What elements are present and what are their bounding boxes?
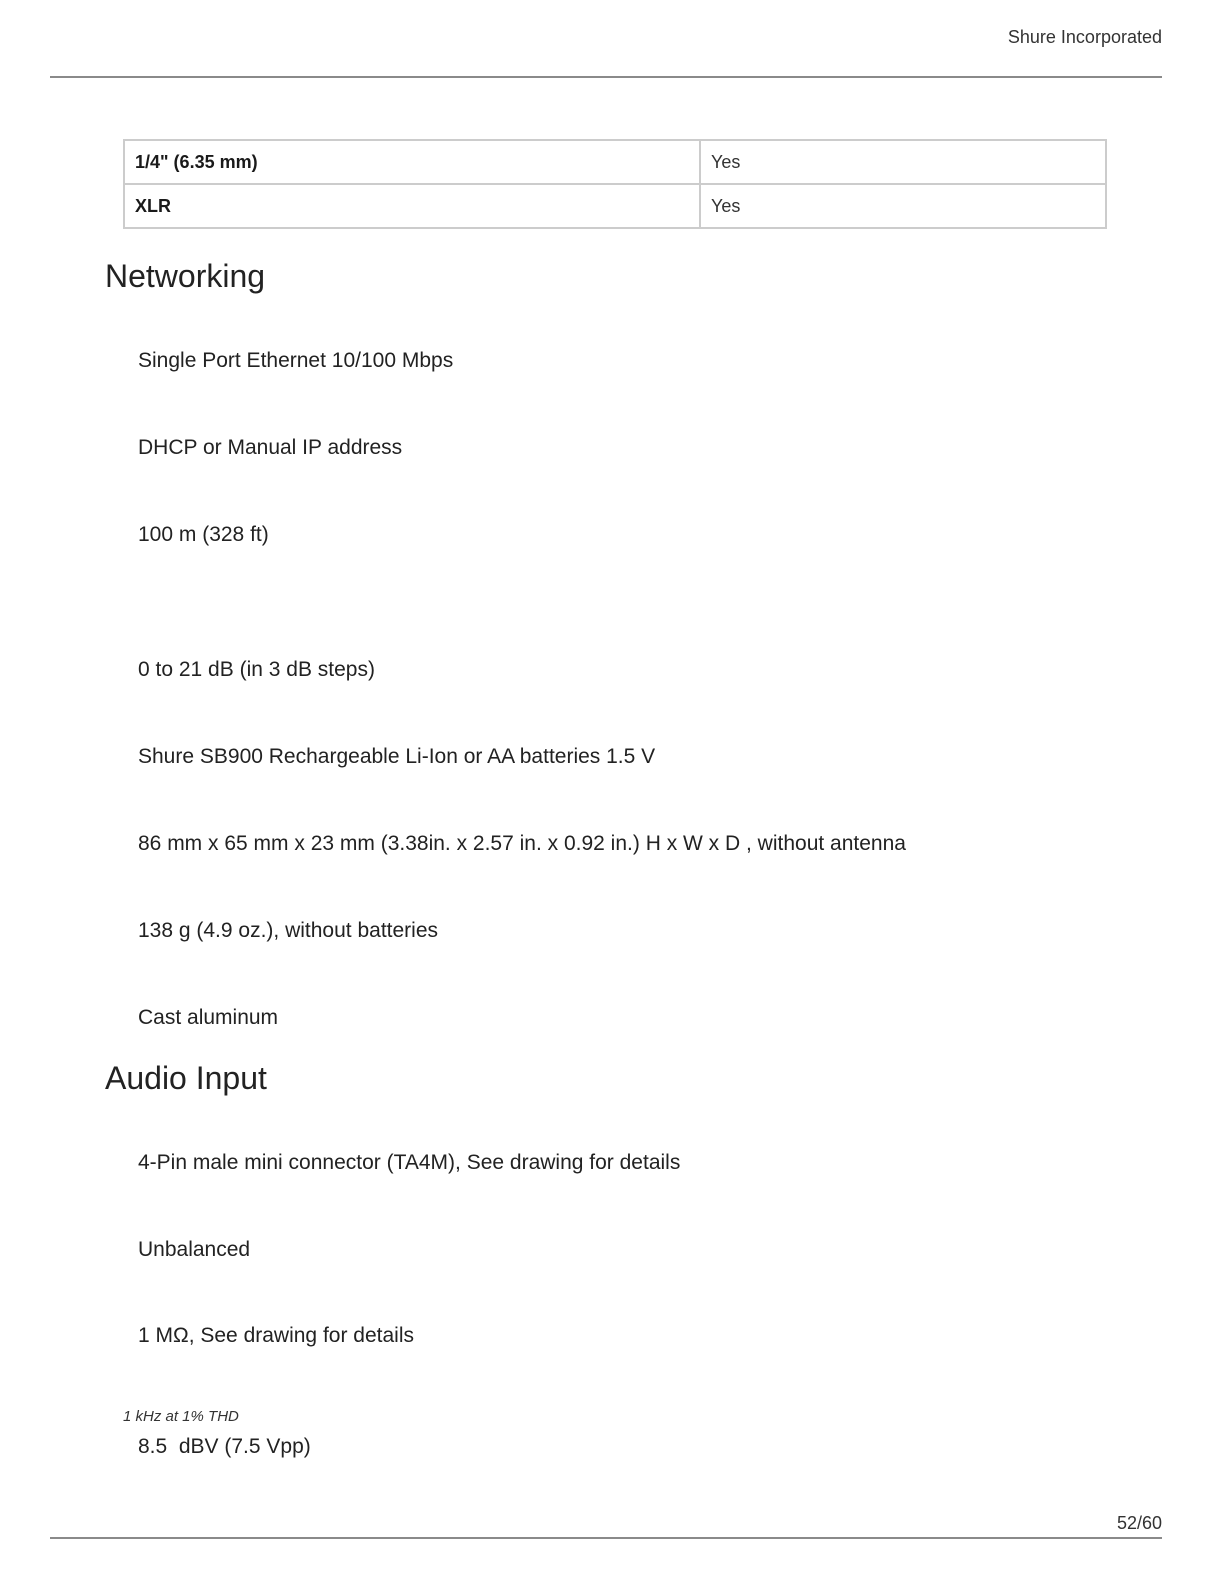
spec-max-input-level: 8.5 dBV (7.5 Vpp) <box>138 1435 311 1458</box>
section-title-audio-input: Audio Input <box>105 1060 267 1096</box>
connector-value: Yes <box>700 140 1106 184</box>
connector-label: XLR <box>124 184 700 228</box>
spec-dimensions: 86 mm x 65 mm x 23 mm (3.38in. x 2.57 in. x 0.92 in.) H x W x D , without antenna <box>138 832 906 855</box>
connector-value: Yes <box>700 184 1106 228</box>
page-number: 52/60 <box>1116 1513 1162 1533</box>
table-row <box>124 140 1106 184</box>
spec-connector: 4-Pin male mini connector (TA4M), See drawing for details <box>138 1151 681 1174</box>
spec-network-interface: Single Port Ethernet 10/100 Mbps <box>138 349 454 372</box>
section-title-networking: Networking <box>105 258 266 294</box>
header-divider <box>50 76 1162 78</box>
spec-cable-length: 100 m (328 ft) <box>138 523 269 546</box>
spec-impedance: 1 MΩ, See drawing for details <box>138 1324 414 1347</box>
header-company-name: Shure Incorporated <box>1007 27 1162 47</box>
spec-gain-range: 0 to 21 dB (in 3 dB steps) <box>138 658 375 681</box>
footer-divider <box>50 1537 1162 1539</box>
spec-configuration: Unbalanced <box>138 1238 251 1261</box>
table-row <box>124 184 1106 228</box>
spec-weight: 138 g (4.9 oz.), without batteries <box>138 919 438 942</box>
spec-note-thd: 1 kHz at 1% THD <box>123 1408 239 1425</box>
spec-housing: Cast aluminum <box>138 1006 279 1029</box>
connector-label: 1/4" (6.35 mm) <box>124 140 700 184</box>
spec-batteries: Shure SB900 Rechargeable Li-Ion or AA batteries 1.5 V <box>138 745 656 768</box>
spec-network-addressing: DHCP or Manual IP address <box>138 436 403 459</box>
connector-table <box>123 139 1107 229</box>
